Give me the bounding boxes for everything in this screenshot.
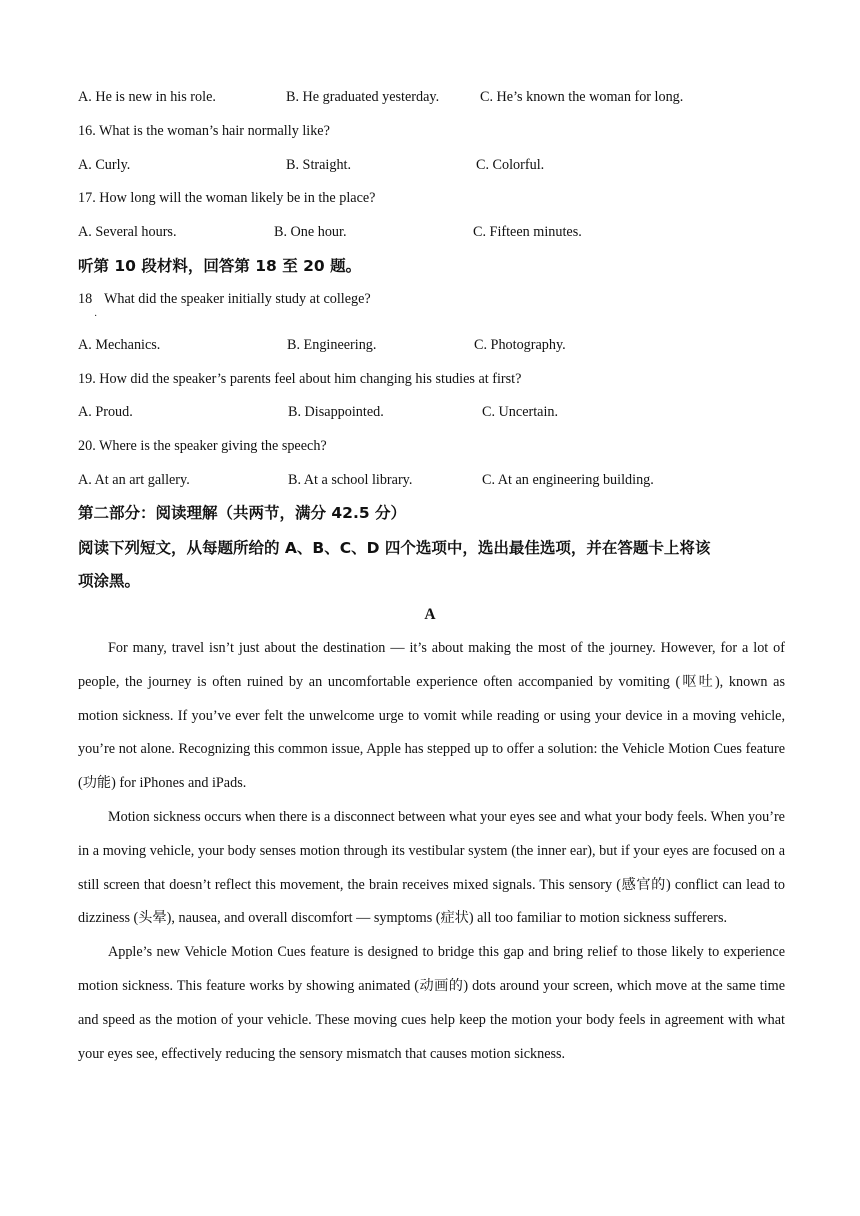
passage-paragraph-1: For many, travel isn’t just about the destination — it’s about making the most of the journey. However, for a lot of people, the journey is often ruined by an uncomfortable experience often accompanied by vomiting (呕吐), known as motion sickness. If you’ve ever felt the unwelcome urge to vomit while reading or using your device in a moving vehicle, you’re not alone. Recognizing this common issue, Apple has stepped up to offer a solution: the Vehicle Motion Cues feature (功能) for iPhones and iPads. [78, 640, 785, 792]
q16-option-b: B. Straight. [286, 157, 352, 173]
q19-stem: 19. How did the speaker’s parents feel about him changing his studies at first? [78, 371, 522, 387]
part2-heading: 第二部分：阅读理解（共两节，满分 42.5 分） [78, 504, 407, 522]
q18-number: 18 [78, 291, 93, 307]
q18-dot: · [94, 311, 98, 322]
q19-option-b: B. Disappointed. [288, 404, 384, 420]
part2-instruction-line2: 项涂黑。 [78, 572, 141, 590]
passage-paragraph-3: Apple’s new Vehicle Motion Cues feature is designed to bridge this gap and bring relief to those likely to experience motion sickness. This feature works by showing animated (动画的) dots around your screen, which move at the same time and speed as the motion of your vehicle. These moving cues help keep the motion your body feels in agreement with what your eyes see, effectively reducing the sensory mismatch that causes motion sickness. [78, 944, 785, 1062]
passage-paragraph-2: Motion sickness occurs when there is a disconnect between what your eyes see and what your body feels. When you’re in a moving vehicle, your body senses motion through its vestibular system (the inner ear), but if your eyes are focused on a still screen that doesn’t reflect this movement, the brain receives mixed signals. This sensory (感官的) conflict can lead to dizziness (头晕), nausea, and overall discomfort — symptoms (症状) all too familiar to motion sickness sufferers. [78, 808, 785, 927]
q20-option-c: C. At an engineering building. [482, 472, 654, 488]
q19-option-c: C. Uncertain. [482, 404, 559, 420]
q18-stem: What did the speaker initially study at college? [104, 291, 371, 307]
q16-stem: 16. What is the woman’s hair normally like? [78, 123, 330, 139]
q20-option-a: A. At an art gallery. [78, 472, 190, 488]
q15-option-c: C. He’s known the woman for long. [480, 89, 684, 105]
passage-a [78, 632, 785, 1071]
passage-label: A [424, 606, 436, 623]
q15-option-a: A. He is new in his role. [78, 89, 216, 105]
q16-option-a: A. Curly. [78, 157, 131, 173]
section-10-heading: 听第 10 段材料，回答第 18 至 20 题。 [78, 257, 362, 275]
q17-stem: 17. How long will the woman likely be in the place? [78, 190, 376, 206]
q17-option-a: A. Several hours. [78, 224, 177, 240]
part2-instruction-line1: 阅读下列短文，从每题所给的 A、B、C、D 四个选项中，选出最佳选项，并在答题卡上将该 [78, 539, 711, 557]
q19-option-a: A. Proud. [78, 404, 133, 420]
q15-option-b: B. He graduated yesterday. [286, 89, 440, 105]
q17-option-c: C. Fifteen minutes. [473, 224, 582, 240]
q17-option-b: B. One hour. [274, 224, 347, 240]
q20-stem: 20. Where is the speaker giving the speech? [78, 438, 327, 454]
q18-option-a: A. Mechanics. [78, 337, 161, 353]
q18-option-c: C. Photography. [474, 337, 566, 353]
q20-option-b: B. At a school library. [288, 472, 413, 488]
q18-option-b: B. Engineering. [287, 337, 377, 353]
q16-option-c: C. Colorful. [476, 157, 545, 173]
